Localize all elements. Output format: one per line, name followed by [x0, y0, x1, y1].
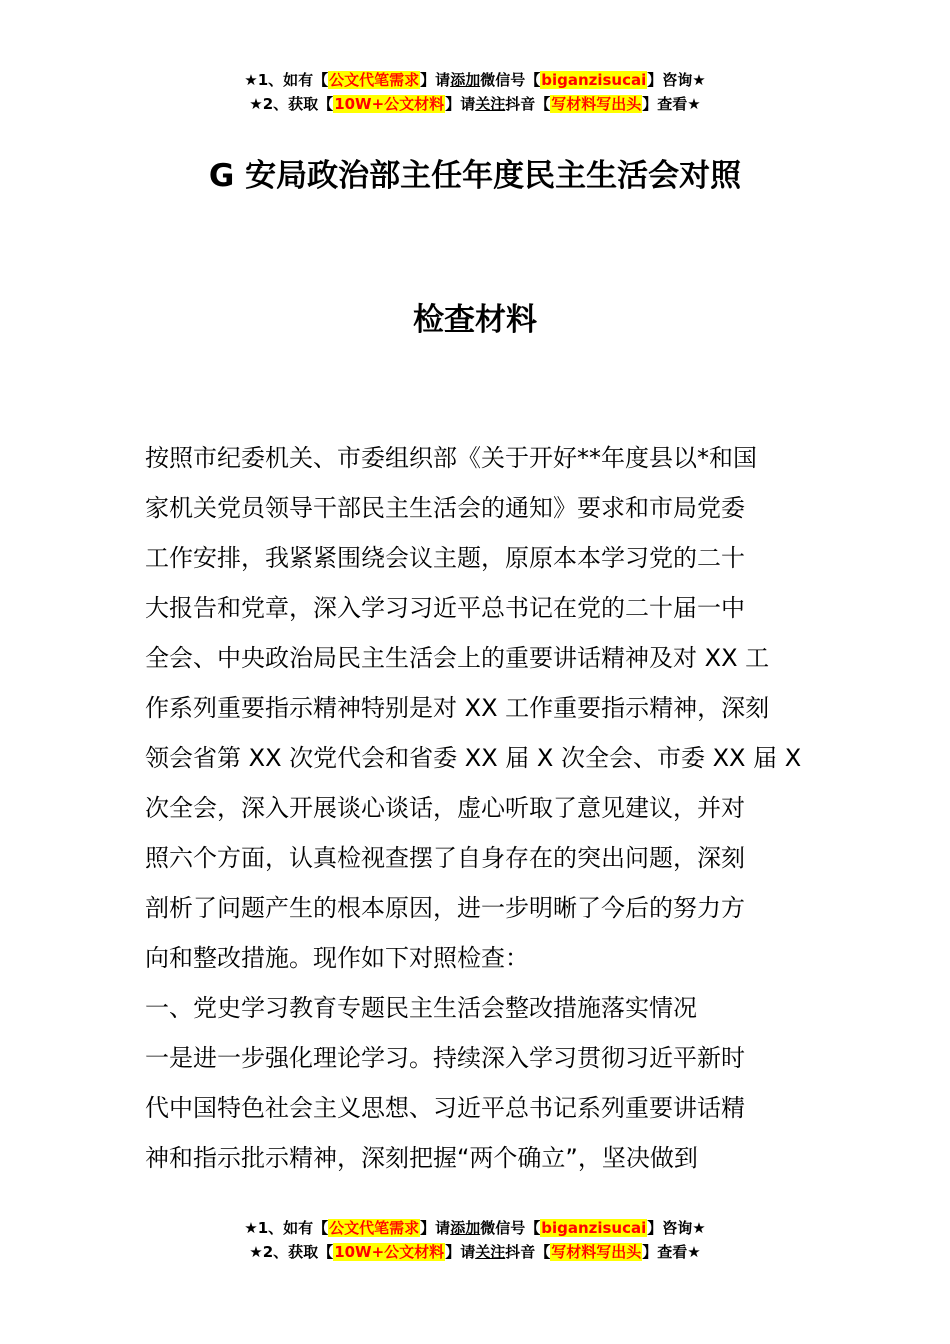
body-line: 工作安排，我紧紧围绕会议主题，原原本本学习党的二十	[145, 544, 745, 572]
banner-text: ★1、如有【	[244, 71, 329, 89]
banner-text: 】请	[420, 71, 451, 89]
document-title-continued: 检查材料	[413, 302, 537, 338]
banner-emphasis: 添加	[450, 71, 481, 89]
top-banner	[0, 68, 950, 116]
body-line: 大报告和党章，深入学习习近平总书记在党的二十届一中	[145, 594, 745, 622]
banner-line-1	[0, 68, 950, 92]
banner-text: 】咨询★	[647, 1219, 706, 1237]
banner-highlight: 写材料写出头	[551, 95, 642, 113]
banner-highlight: 10W+公文材料	[334, 95, 445, 113]
banner-highlight: 写材料写出头	[551, 1243, 642, 1261]
banner-emphasis: 添加	[450, 1219, 481, 1237]
body-line: 照六个方面，认真检视查摆了自身存在的突出问题，深刻	[145, 844, 745, 872]
banner-text: 】请	[445, 95, 476, 113]
banner-line-1	[0, 1216, 950, 1240]
banner-line-2	[0, 1240, 950, 1264]
document-body	[145, 433, 805, 1183]
banner-text: 】查看★	[642, 1243, 701, 1261]
banner-highlight: biganzisucai	[541, 71, 647, 89]
banner-text: ★2、获取【	[249, 1243, 334, 1261]
body-line: 一是进一步强化理论学习。持续深入学习贯彻习近平新时	[145, 1044, 745, 1072]
banner-line-2	[0, 92, 950, 116]
banner-text: 】请	[445, 1243, 476, 1261]
banner-text: 】请	[420, 1219, 451, 1237]
banner-text: 微信号【	[480, 1219, 541, 1237]
banner-highlight: 10W+公文材料	[334, 1243, 445, 1261]
body-line: 家机关党员领导干部民主生活会的通知》要求和市局党委	[145, 494, 745, 522]
body-line: 剖析了问题产生的根本原因，进一步明晰了今后的努力方	[145, 894, 745, 922]
body-line: 作系列重要指示精神特别是对 XX 工作重要指示精神，深刻	[145, 694, 770, 722]
banner-text: ★2、获取【	[249, 95, 334, 113]
banner-highlight: biganzisucai	[541, 1219, 647, 1237]
body-line: 一、党史学习教育专题民主生活会整改措施落实情况	[145, 994, 697, 1022]
body-line: 代中国特色社会主义思想、习近平总书记系列重要讲话精	[145, 1094, 745, 1122]
banner-text: 抖音【	[505, 1243, 551, 1261]
banner-highlight: 公文代笔需求	[329, 71, 420, 89]
banner-text: 】咨询★	[647, 71, 706, 89]
body-line: 领会省第 XX 次党代会和省委 XX 届 X 次全会、市委 XX 届 X	[145, 744, 802, 772]
bottom-banner	[0, 1216, 950, 1264]
body-line: 全会、中央政治局民主生活会上的重要讲话精神及对 XX 工	[145, 644, 770, 672]
banner-text: 】查看★	[642, 95, 701, 113]
banner-text: ★1、如有【	[244, 1219, 329, 1237]
body-line: 神和指示批示精神，深刻把握“两个确立”，坚决做到	[145, 1144, 698, 1172]
document-title: G 安局政治部主任年度民主生活会对照	[208, 158, 742, 194]
body-line: 次全会，深入开展谈心谈话，虚心听取了意见建议，并对	[145, 794, 745, 822]
banner-emphasis: 关注	[475, 95, 506, 113]
banner-emphasis: 关注	[475, 1243, 506, 1261]
banner-highlight: 公文代笔需求	[329, 1219, 420, 1237]
body-line: 向和整改措施。现作如下对照检查：	[145, 944, 529, 972]
banner-text: 微信号【	[480, 71, 541, 89]
banner-text: 抖音【	[505, 95, 551, 113]
body-line: 按照市纪委机关、市委组织部《关于开好**年度县以*和国	[145, 444, 757, 472]
